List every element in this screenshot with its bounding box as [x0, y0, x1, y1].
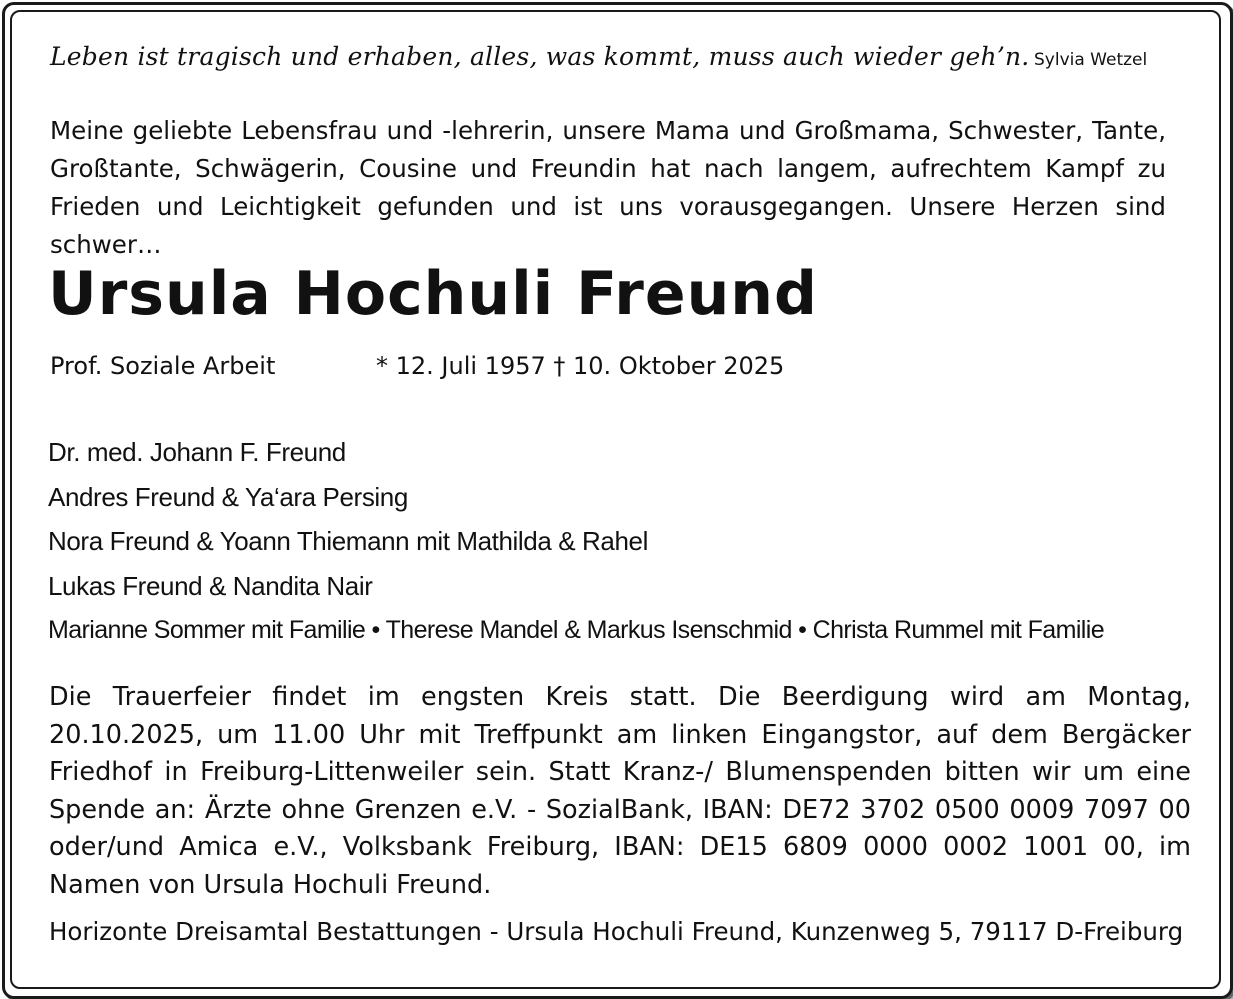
survivor-line-extended-family: Marianne Sommer mit Familie • Therese Mandel & Markus Isenschmid • Christa Rummel mit Familie: [48, 616, 1104, 644]
life-dates: * 12. Juli 1957 † 10. Oktober 2025: [376, 352, 785, 380]
deceased-name: Ursula Hochuli Freund: [48, 259, 818, 329]
survivor-line: Nora Freund & Yoann Thiemann mit Mathilda & Rahel: [48, 526, 648, 556]
survivor-line: Dr. med. Johann F. Freund: [48, 437, 346, 467]
survivor-line: Andres Freund & Ya‘ara Persing: [48, 481, 408, 512]
funeral-home-line: Horizonte Dreisamtal Bestattungen - Ursula Hochuli Freund, Kunzenweg 5, 79117 D-Freiburg: [49, 917, 1184, 946]
motto-quote: Leben ist tragisch und erhaben, alles, was kommt, muss auch wieder geh’n.: [50, 42, 1030, 71]
survivor-line: Lukas Freund & Nandita Nair: [48, 570, 373, 601]
intro-text: Meine geliebte Lebensfrau und -lehrerin, unsere Mama und Großmama, Schwester, Tante, Großtante, Schwägerin, Cousine und Freundin hat nach langem, aufrechtem Kampf zu Frieden und Leichtigkeit gefunden und ist uns vorausgegangen. Unsere Herzen sind schwer…: [50, 116, 1166, 259]
survivors-list: [48, 432, 1104, 655]
funeral-details: Die Trauerfeier findet im engsten Kreis statt. Die Beerdigung wird am Montag, 20.10.2025, um 11.00 Uhr mit Treffpunkt am linken Eingangstor, auf dem Bergäcker Friedhof in Freiburg-Littenweiler sein. Statt Kranz-/ Blumenspenden bitten wir um eine Spende an: Ärzte ohne Grenzen e.V. - SozialBank, IBAN: DE72 3702 0500 0009 7097 00 oder/und Amica e.V., Volksbank Freiburg, IBAN: DE15 6809 0000 0002 1001 00, im Namen von Ursula Hochuli Freund.: [49, 682, 1191, 900]
motto-author: Sylvia Wetzel: [1034, 50, 1148, 70]
deceased-title: Prof. Soziale Arbeit: [50, 352, 276, 380]
